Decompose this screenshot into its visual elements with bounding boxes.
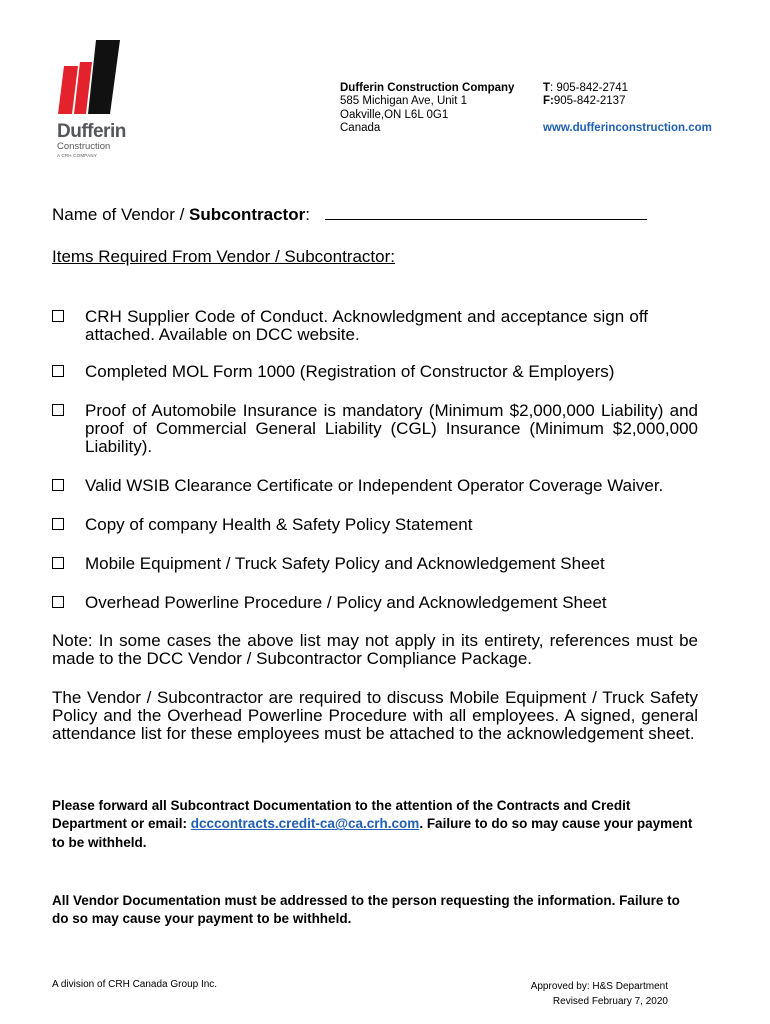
logo-tagline: A CRH COMPANY bbox=[57, 153, 98, 158]
dufferin-mark-icon bbox=[52, 36, 122, 120]
items-heading: Items Required From Vendor / Subcontractor: bbox=[52, 247, 395, 266]
footer-approval bbox=[500, 979, 668, 1009]
checkbox[interactable] bbox=[52, 365, 64, 377]
email-link[interactable]: dcccontracts.credit-ca@ca.crh.com bbox=[190, 816, 420, 832]
policy-paragraph: The Vendor / Subcontractor are required to discuss Mobile Equipment / Truck Safety Policy and the Overhead Powerline Procedure with all employees. A signed, general attendance list for these employees must be attached to the acknowledgement sheet. bbox=[52, 688, 698, 743]
checkbox[interactable] bbox=[52, 557, 64, 569]
requirement-text: Overhead Powerline Procedure / Policy and Acknowledgement Sheet bbox=[85, 593, 607, 612]
checkbox[interactable] bbox=[52, 310, 64, 322]
address-country: Canada bbox=[340, 121, 381, 134]
checkbox[interactable] bbox=[52, 518, 64, 530]
logo-subtitle: Construction bbox=[57, 141, 111, 152]
forward-text-2: . Failure to do so may cause your payment to be withheld. bbox=[52, 816, 693, 850]
requirement-text: CRH Supplier Code of Conduct. Acknowledgment and acceptance sign off attached. Available on DCC website. bbox=[85, 307, 648, 344]
footer-division: A division of CRH Canada Group Inc. bbox=[52, 979, 218, 990]
website-link[interactable]: www.dufferinconstruction.com bbox=[543, 121, 712, 134]
note-paragraph: Note: In some cases the above list may not apply in its entirety, references must be made to the DCC Vendor / Subcontractor Compliance Package. bbox=[52, 631, 698, 668]
requirement-text: Proof of Automobile Insurance is mandatory (Minimum $2,000,000 Liability) and proof of Commercial General Liability (CGL) Insurance (Minimum $2,000,000 Liability). bbox=[85, 401, 698, 456]
phone-label: T bbox=[543, 82, 551, 94]
requirement-item bbox=[52, 594, 698, 612]
footer-revised: Revised February 7, 2020 bbox=[552, 996, 668, 1007]
fax-line bbox=[543, 95, 712, 108]
fax-number: 905-842-2137 bbox=[553, 95, 626, 108]
requirement-item bbox=[52, 477, 698, 495]
forward-instructions bbox=[52, 797, 698, 852]
fax-label: F: bbox=[543, 95, 554, 108]
requirement-text: Copy of company Health & Safety Policy Statement bbox=[85, 515, 473, 534]
vendor-docs-instructions: All Vendor Documentation must be addressed to the person requesting the information. Failure to do so may cause your payment to be withheld. bbox=[52, 893, 680, 927]
company-contact bbox=[543, 82, 712, 135]
requirement-text: Valid WSIB Clearance Certificate or Independent Operator Coverage Waiver. bbox=[85, 476, 664, 495]
requirement-item bbox=[52, 402, 698, 456]
phone-line bbox=[543, 82, 712, 95]
forward-text-1: Please forward all Subcontract Documentation to the attention of the Contracts and Credit Department or email: bbox=[52, 798, 631, 832]
footer-approved: Approved by: H&S Department bbox=[530, 981, 668, 992]
vendor-label-colon: : bbox=[305, 205, 310, 224]
phone-number: : 905-842-2741 bbox=[550, 82, 629, 94]
company-name: Dufferin Construction Company bbox=[340, 82, 515, 94]
vendor-name-field bbox=[52, 205, 698, 224]
company-logo bbox=[52, 36, 142, 166]
requirement-text: Mobile Equipment / Truck Safety Policy and Acknowledgement Sheet bbox=[85, 554, 605, 573]
address-line-1: 585 Michigan Ave, Unit 1 bbox=[340, 95, 468, 108]
vendor-label-bold: Subcontractor bbox=[189, 205, 306, 224]
checkbox[interactable] bbox=[52, 479, 64, 491]
checkbox[interactable] bbox=[52, 404, 64, 416]
checkbox[interactable] bbox=[52, 596, 64, 608]
logo-wordmark: Dufferin bbox=[57, 121, 126, 142]
vendor-name-input-line[interactable] bbox=[325, 205, 647, 220]
requirement-text: Completed MOL Form 1000 (Registration of Constructor & Employers) bbox=[85, 362, 615, 381]
address-line-2: Oakville,ON L6L 0G1 bbox=[340, 108, 449, 121]
requirement-item bbox=[52, 516, 698, 534]
requirement-item bbox=[52, 555, 698, 573]
requirement-item bbox=[52, 363, 698, 381]
company-address bbox=[340, 82, 514, 135]
requirement-item bbox=[52, 308, 698, 344]
vendor-label-prefix: Name of Vendor / bbox=[52, 205, 190, 224]
